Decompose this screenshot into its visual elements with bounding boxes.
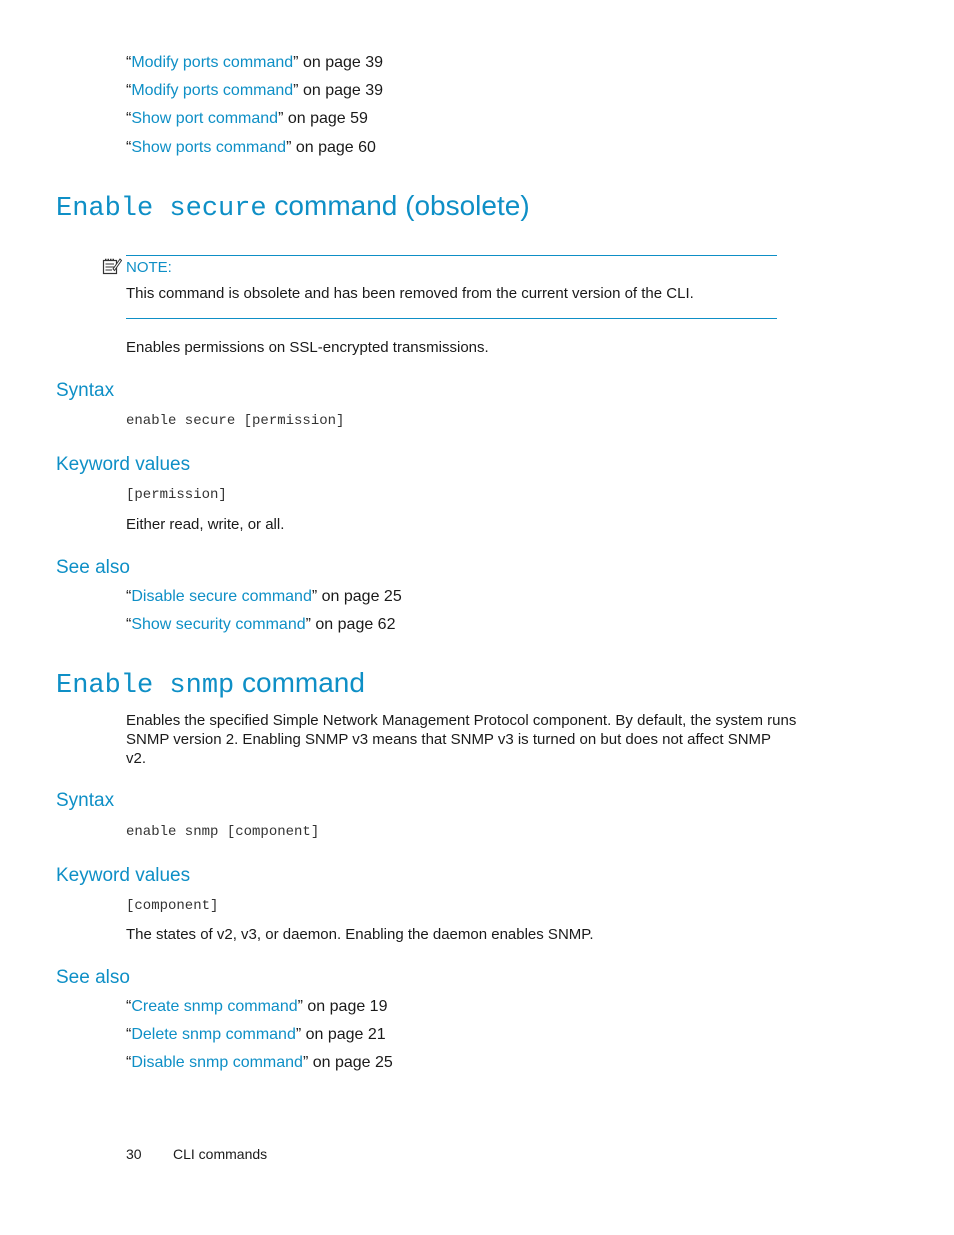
page-reference: ” on page 25 bbox=[302, 1054, 393, 1071]
page-number: 30 bbox=[126, 1146, 142, 1162]
quote-mark: “ bbox=[126, 82, 132, 99]
keyword-code: [permission] bbox=[126, 487, 227, 503]
reference-link[interactable]: Disable secure command bbox=[131, 588, 312, 605]
page-reference: ” on page 60 bbox=[286, 139, 376, 156]
subheading-keyword-values: Keyword values bbox=[56, 454, 191, 475]
reference-link[interactable]: Modify ports command bbox=[131, 54, 294, 71]
cross-reference bbox=[126, 1053, 393, 1073]
quote-mark: “ bbox=[126, 616, 132, 633]
command-description-line: v2. bbox=[126, 750, 147, 767]
cross-reference bbox=[126, 1025, 386, 1045]
quote-mark: “ bbox=[126, 54, 132, 71]
reference-link[interactable]: Delete snmp command bbox=[131, 1026, 296, 1043]
section-heading-enable-secure bbox=[56, 189, 530, 226]
section-heading-enable-snmp bbox=[56, 666, 365, 703]
heading-text: command bbox=[234, 667, 365, 698]
syntax-code: enable snmp [component] bbox=[126, 824, 320, 840]
note-label: NOTE: bbox=[126, 259, 172, 276]
quote-mark: “ bbox=[126, 110, 132, 127]
command-description: Enables permissions on SSL-encrypted transmissions. bbox=[126, 339, 489, 356]
cross-reference bbox=[126, 997, 387, 1017]
reference-link[interactable]: Show port command bbox=[131, 110, 279, 127]
quote-mark: “ bbox=[126, 139, 132, 156]
quote-mark: “ bbox=[126, 1026, 132, 1043]
quote-mark: “ bbox=[126, 1054, 132, 1071]
quote-mark: “ bbox=[126, 588, 132, 605]
keyword-description: The states of v2, v3, or daemon. Enabling the daemon enables SNMP. bbox=[126, 926, 594, 943]
cross-reference bbox=[126, 615, 395, 635]
note-bottom-rule bbox=[126, 318, 777, 319]
reference-link[interactable]: Create snmp command bbox=[131, 998, 298, 1015]
cross-reference bbox=[126, 81, 383, 101]
subheading-see-also: See also bbox=[56, 967, 130, 988]
reference-link[interactable]: Disable snmp command bbox=[131, 1054, 303, 1071]
note-text: This command is obsolete and has been removed from the current version of the CLI. bbox=[126, 285, 694, 302]
subheading-syntax: Syntax bbox=[56, 380, 115, 401]
page-reference: ” on page 39 bbox=[293, 82, 384, 99]
cross-reference bbox=[126, 53, 383, 73]
command-description-line: SNMP version 2. Enabling SNMP v3 means that SNMP v3 is turned on but does not affect SNMP bbox=[126, 731, 772, 748]
footer-section-title: CLI commands bbox=[173, 1146, 268, 1162]
page-reference: ” on page 21 bbox=[295, 1026, 386, 1043]
page-reference: ” on page 59 bbox=[278, 110, 368, 127]
page-reference: ” on page 62 bbox=[305, 616, 396, 633]
reference-link[interactable]: Show ports command bbox=[131, 139, 287, 156]
note-top-rule bbox=[126, 255, 777, 256]
subheading-see-also: See also bbox=[56, 557, 130, 578]
command-description-line: Enables the specified Simple Network Management Protocol component. By default, the system runs bbox=[126, 712, 797, 729]
page-reference: ” on page 39 bbox=[293, 54, 384, 71]
note-icon bbox=[102, 257, 122, 277]
subheading-keyword-values: Keyword values bbox=[56, 865, 191, 886]
cross-reference bbox=[126, 587, 402, 607]
quote-mark: “ bbox=[126, 998, 132, 1015]
cross-reference bbox=[126, 109, 368, 129]
heading-text: command (obsolete) bbox=[266, 190, 530, 221]
reference-link[interactable]: Modify ports command bbox=[131, 82, 294, 99]
command-name: Enable snmp bbox=[56, 671, 235, 701]
cross-reference bbox=[126, 138, 376, 158]
page-reference: ” on page 25 bbox=[311, 588, 402, 605]
subheading-syntax: Syntax bbox=[56, 790, 115, 811]
keyword-description: Either read, write, or all. bbox=[126, 516, 285, 533]
page-reference: ” on page 19 bbox=[297, 998, 388, 1015]
keyword-code: [component] bbox=[126, 898, 219, 914]
command-name: Enable secure bbox=[56, 194, 267, 224]
syntax-code: enable secure [permission] bbox=[126, 413, 345, 429]
reference-link[interactable]: Show security command bbox=[131, 616, 306, 633]
